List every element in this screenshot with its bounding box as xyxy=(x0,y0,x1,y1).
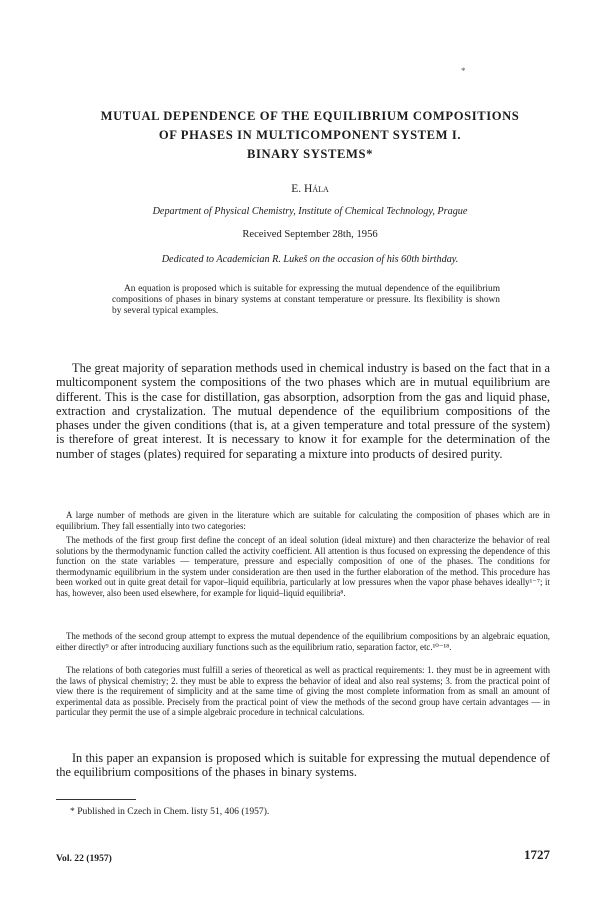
journal-volume: Vol. 22 (1957) xyxy=(56,853,112,864)
dedication: Dedicated to Academician R. Lukeš on the occasion of his 60th birthday. xyxy=(161,254,459,265)
received-date: Received September 28th, 1956 xyxy=(242,229,378,240)
abstract: An equation is proposed which is suitable for expressing the mutual dependence of the equilibrium compositions of phases in binary systems at constant temperature or pressure. Its flexibility is shown by several typical examples. xyxy=(112,284,500,317)
title-line: BINARY SYSTEMS* xyxy=(246,147,373,161)
body-paragraph: The methods of the second group attempt to express the mutual dependence of the equilibrium compositions by an algebraic equation, either directly⁹ or after introducing auxiliary functions such as the equilibrium ratio, separation factor, etc.¹⁰⁻¹⁸. xyxy=(56,631,550,652)
corner-mark: * xyxy=(461,66,466,76)
body-paragraph: A large number of methods are given in the literature which are suitable for calculating the composition of phases which are in equilibrium. They fall essentially into two categories: xyxy=(56,510,550,531)
page-number: 1727 xyxy=(524,847,550,862)
intro-paragraph: The great majority of separation methods used in chemical industry is based on the fact that in a multicomponent system the compositions of the two phases which are in mutual equilibrium are different. This is the case for distillation, gas absorption, adsorption from the gas and liquid phase, extraction and crystalization. The mutual dependence of the equilibrium compositions of the phases under the given conditions (that is, at a given temperature and total pressure of the system) is therefore of great interest. It is necessary to know it for example for the determination of the number of stages (plates) required for separating a mixture into products of desired purity. xyxy=(56,361,550,461)
title-line: OF PHASES IN MULTICOMPONENT SYSTEM I. xyxy=(158,128,462,142)
body-paragraph: The relations of both categories must fulfill a series of theoretical as well as practical requirements: 1. they must be in agreement with the laws of physical chemistry; 2. they must be able to express the behavior of ideal and also real systems; 3. from the practical point of view there is the requirement of simplicity and at the same time of giving the most complete information from as small an amount of experimental data as possible. Precisely from the practical point of view the methods of the second group have certain advantages — in particular they permit the use of a simple algebraic procedure in technical calculations. xyxy=(56,665,550,717)
affiliation: Department of Physical Chemistry, Institute of Chemical Technology, Prague xyxy=(152,206,468,217)
article-title xyxy=(40,107,580,164)
footnote-rule xyxy=(56,799,136,800)
author-name: E. Hála xyxy=(291,183,329,195)
body-paragraph: The methods of the first group first define the concept of an ideal solution (ideal mixture) and then characterize the behavior of real solutions by the thermodynamic function called the activity coefficient. All attention is thus focused on expressing the dependence of this function on the state variables — temperature, pressure and especially composition of one of the phases. The conditions for thermodynamic equilibrium in the system under consideration are then used in the further elaboration of the method. This procedure has been worked out in quite great detail for vapor–liquid equilibria, particularly at low pressures when the vapor phase behaves ideally¹⁻⁷; it has, however, also been used elsewhere, for example for liquid–liquid equilibria⁸. xyxy=(56,535,550,598)
title-line: MUTUAL DEPENDENCE OF THE EQUILIBRIUM COMPOSITIONS xyxy=(100,109,520,123)
closing-paragraph: In this paper an expansion is proposed which is suitable for expressing the mutual dependence of the equilibrium compositions of the phases in binary systems. xyxy=(56,751,550,779)
footnote: * Published in Czech in Chem. listy 51, 406 (1957). xyxy=(70,806,270,817)
